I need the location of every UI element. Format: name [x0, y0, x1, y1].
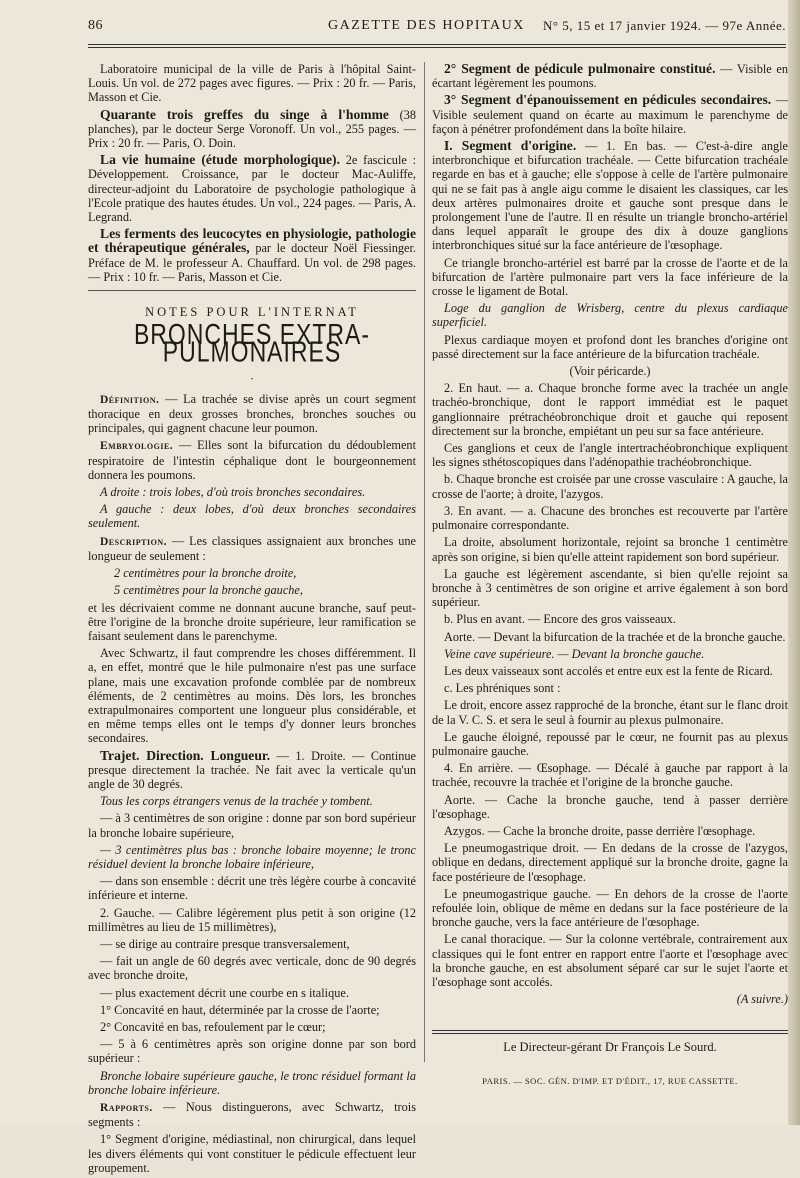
issue-info: N° 5, 15 et 17 janvier 1924. — 97e Année. — [542, 18, 786, 33]
title-ornament: · — [249, 371, 255, 386]
paragraph: Embryologie. — Elles sont la bifurcation du dédoublement respiratoire de l'intestin céphalique dont le bourgeonnement donnera les poumons. — [88, 438, 416, 482]
book-title: Les ferments des leucocytes en physiologie, pathologie et thérapeutique générales, — [88, 226, 416, 256]
left-article-body — [88, 392, 416, 1175]
paragraph: et les décrivaient comme ne donnant aucune branche, sauf peut-être l'origine de la bronche droite supérieure, leur ramification se faisant seulement dans le parenchyme. — [88, 600, 416, 643]
paragraph: 1° Segment d'origine, médiastinal, non chirurgical, dans lequel les divers éléments qui vont constituer le pédicule effectuent leur groupement. — [88, 1132, 416, 1175]
paragraph: 3. En avant. — a. Chacune des bronches est recouverte par l'artère pulmonaire correspondante. — [432, 503, 788, 533]
paragraph: 2° Segment de pédicule pulmonaire constitué. — Visible en écartant légèrement les poumons. — [432, 61, 789, 91]
director-signature: Le Directeur-gérant Dr François Le Sourd. — [503, 1040, 717, 1054]
paragraph: La droite, absolument horizontale, rejoint sa bronche 1 centimètre après son origine, si bien qu'elle atteint rapidement son bord supérieur. — [432, 535, 788, 564]
paragraph: Le pneumogastrique gauche. — En dehors de la crosse de l'aorte refoulée loin, oblique de même en dedans sur la face postérieure de la bronche gauche, vers la face antérieure de l'œsophage. — [432, 886, 788, 930]
paragraph: 2. En haut. — a. Chaque bronche forme avec la trachée un angle trachéo-bronchique, dont le rapport immédiat est le paquet ganglionnaire prétrachéobronchique droit et gauche qui reposent directement sur la bronche, empiétant un peu sur sa face antérieure. — [432, 381, 788, 438]
gazette-title: GAZETTE DES HOPITAUX — [328, 18, 525, 33]
paragraph: Veine cave supérieure. — Devant la bronche gauche. — [444, 646, 705, 661]
book-entry: Quarante trois greffes du singe à l'homme (38 planches), par le docteur Serge Voronoff. Un vol., 255 pages. — Prix : 20 fr. — Paris, O. Doin. — [88, 106, 416, 151]
book-entry: Les ferments des leucocytes en physiologie, pathologie et thérapeutique générales, par le docteur Noël Fiessinger. Préface de M. le professeur A. Chauffard. Un vol. de 298 pages. — Prix : 10 fr. — Paris, Masson et Cie. — [88, 226, 416, 284]
paragraph: Le pneumogastrique droit. — En dedans de la crosse de l'azygos, oblique en dedans, directement appliqué sur la bronche droite, gagne la face postérieure de l'œsophage. — [432, 841, 788, 884]
paragraph: Aorte. — Cache la bronche gauche, tend à passer derrière l'œsophage. — [432, 792, 788, 821]
paragraph: Loge du ganglion de Wrisberg, centre du plexus cardiaque superficiel. — [432, 301, 788, 330]
binding-gutter — [788, 0, 800, 1125]
paragraph: Définition. — La trachée se divise après un court segment thoracique en deux grosses bronches, bronches souches ou principales, qui gagnent chacune leur poumon. — [88, 391, 416, 436]
book-title: La vie humaine (étude morphologique). — [100, 152, 340, 168]
footer-rule — [432, 1030, 788, 1034]
paragraph: Le droit, encore assez rapproché de la bronche, étant sur le flanc droit de la V. C. S. et sera le seul à fournir au plexus pulmonaire. — [432, 698, 788, 727]
article-title: BRONCHES EXTRA-PULMONAIRES — [133, 318, 371, 369]
paragraph: Plexus cardiaque moyen et profond dont les branches d'origine ont passé directement sur la face antérieure de la bifurcation trachéale. — [432, 332, 788, 361]
paragraph: 2 centimètres pour la bronche droite, — [114, 566, 297, 581]
paragraph: Avec Schwartz, il faut comprendre les choses différemment. Il a, en effet, montré que le hile pulmonaire n'est pas une surface plane, mais une excavation profonde comblée par de nombreux éléments, de 2 centimètres au moins. Dès lors, les bronches extrapulmonaires comportent une longueur plus considérable, et en même temps elles ont le temps d'y donner leurs bronches secondaires. — [88, 646, 416, 746]
paragraph: Les deux vaisseaux sont accolés et entre eux est la fente de Ricard. — [444, 663, 773, 678]
paragraph: Trajet. Direction. Longueur. — 1. Droite. — Continue presque directement la trachée. Ne fait avec la verticale qu'un angle de 30 degrés. — [88, 747, 416, 791]
right-column — [432, 62, 788, 1009]
paragraph: A droite : trois lobes, d'où trois bronches secondaires. — [100, 485, 366, 500]
paragraph: — à 3 centimètres de son origine : donne par son bord supérieur la bronche lobaire supérieure, — [88, 811, 416, 840]
column-rule — [424, 62, 425, 1062]
paragraph: b. Chaque bronche est croisée par une crosse vasculaire : A gauche, la crosse de l'aorte; à droite, l'azygos. — [432, 472, 788, 501]
paragraph: 4. En arrière. — Œsophage. — Décalé à gauche par rapport à la trachée, recouvre la trachée et l'origine de la bronche gauche. — [432, 761, 788, 790]
paragraph: Ce triangle broncho-artériel est barré par la crosse de l'aorte et de la bifurcation de l'artère pulmonaire part vers la face inférieure de la crosse le ligament de Botal. — [432, 255, 788, 299]
section-label: NOTES POUR L'INTERNAT — [145, 305, 359, 320]
book-title: Quarante trois greffes du singe à l'homme — [100, 106, 389, 122]
paragraph: — dans son ensemble : décrit une très légère courbe à concavité inférieure et interne. — [88, 874, 416, 903]
section-divider — [88, 290, 416, 291]
paragraph: Azygos. — Cache la bronche droite, passe derrière l'œsophage. — [444, 823, 756, 838]
paragraph: I. Segment d'origine. — 1. En bas. — C'est-à-dire angle interbronchique et bifurcation trachéale. — Cette bifurcation trachéale regarde en bas et à gauche; elle s'oppose à celle de l'artère pulmonaire qui ne se fait pas à angle aigu comme le disaient les classiques, car les deux artères pulmonaires droite et gauche sont presque dans le prolongement l'une de l'autre. Il en résulte un triangle broncho-artériel dans lequel apparaît le groupe des dix à douze ganglions interbronchiques situé sur la face antérieure de l'œsophage. — [432, 138, 788, 253]
paragraph: Bronche lobaire supérieure gauche, le tronc résiduel formant la bronche lobaire inférieure. — [88, 1068, 416, 1097]
paragraph: 3° Segment d'épanouissement en pédicules secondaires. — Visible seulement quand on écarte au maximum le parenchyme de façon à pénétrer profondément dans la boîte hilaire. — [432, 92, 788, 136]
page-number: 86 — [88, 18, 103, 33]
left-column — [88, 62, 416, 1178]
paragraph: 2. Gauche. — Calibre légèrement plus petit à son origine (12 millimètres au lieu de 15 millimètres), — [88, 905, 416, 934]
paragraph: Le gauche éloigné, repoussé par le cœur, ne fournit pas au plexus pulmonaire gauche. — [432, 729, 788, 758]
paragraph: (Voir péricarde.) — [569, 364, 651, 379]
book-entry: La vie humaine (étude morphologique). 2e fascicule : Développement. Croissance, par le docteur Mac-Auliffe, directeur-adjoint du Laboratoire de psychologie pathologique à l'Ecole pratique des hautes études. Un vol., 224 pages. — Paris, A. Legrand. — [88, 152, 416, 225]
paragraph: Tous les corps étrangers venus de la trachée y tombent. — [100, 794, 373, 809]
page-header — [88, 18, 786, 40]
paragraph: — 3 centimètres plus bas : bronche lobaire moyenne; le tronc résiduel devient la bronche lobaire inférieure, — [88, 842, 416, 871]
paragraph: Aorte. — Devant la bifurcation de la trachée et de la bronche gauche. — [444, 629, 786, 644]
paragraph: 5 centimètres pour la bronche gauche, — [114, 583, 303, 598]
paragraph: Description. — Les classiques assignaient aux bronches une longueur de seulement : — [88, 533, 416, 563]
book-entry: Laboratoire municipal de la ville de Paris à l'hôpital Saint-Louis. Un vol. de 272 pages avec figures. — Prix : 20 fr. — Paris, Masson et Cie. — [88, 62, 416, 105]
header-rule — [88, 44, 786, 48]
paragraph: b. Plus en avant. — Encore des gros vaisseaux. — [444, 612, 676, 627]
paragraph: — 5 à 6 centimètres après son origine donne par son bord supérieur : — [88, 1037, 416, 1066]
paragraph: A gauche : deux lobes, d'où deux bronches secondaires seulement. — [88, 502, 416, 531]
paragraph: — se dirige au contraire presque transversalement, — [100, 936, 350, 951]
book-list — [88, 62, 416, 284]
paragraph: Le canal thoracique. — Sur la colonne vertébrale, contrairement aux classiques qui le font entrer en rapport entre l'aorte et l'œsophage avec la bronche gauche, en est absolument séparé car sur le sujet l'aorte et l'œsophage sont accolés. — [432, 932, 788, 989]
paragraph: 1° Concavité en haut, déterminée par la crosse de l'aorte; — [100, 1002, 380, 1017]
paragraph: Ces ganglions et ceux de l'angle intertrachéobronchique expliquent les signes sthétoscopiques dans l'adénopathie trachéobronchique. — [432, 441, 788, 470]
paragraph: — fait un angle de 60 degrés avec verticale, donc de 90 degrés avec bronche droite, — [88, 954, 416, 983]
to-be-continued: (A suivre.) — [736, 992, 788, 1007]
paragraph: 2° Concavité en bas, refoulement par le cœur; — [100, 1019, 326, 1034]
paragraph: La gauche est légèrement ascendante, si bien qu'elle rejoint sa bronche à 3 centimètres de son origine et arrive également à son bord supérieur. — [432, 566, 788, 610]
paragraph: c. Les phréniques sont : — [444, 681, 561, 696]
paragraph: Rapports. — Nous distinguerons, avec Schwartz, trois segments : — [88, 1100, 416, 1130]
paragraph: — plus exactement décrit une courbe en s italique. — [100, 985, 349, 1000]
printer-imprint: PARIS. — SOC. GÉN. D'IMP. ET D'ÉDIT., 17, RUE CASSETTE. — [482, 1076, 738, 1086]
